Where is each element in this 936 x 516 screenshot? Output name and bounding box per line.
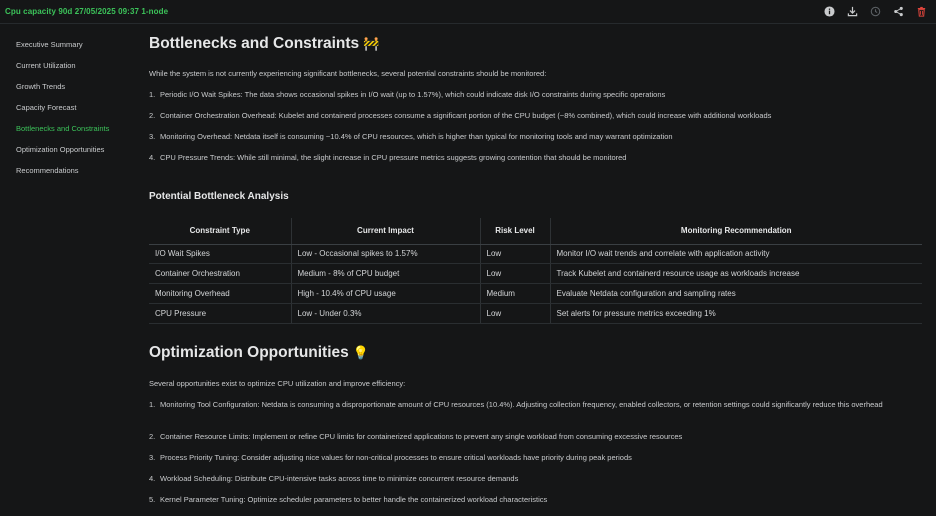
table-cell: Medium - 8% of CPU budget [291,264,480,284]
sidebar-item-recommendations[interactable]: Recommendations [16,166,79,175]
table-header-row [149,218,922,244]
top-bar [0,0,936,24]
bottlenecks-heading: Bottlenecks and Constraints 🚧 [149,35,380,52]
column-header: Constraint Type [149,218,291,244]
optimization-heading: Optimization Opportunities 💡 [149,344,369,361]
sidebar-item-current-utilization[interactable]: Current Utilization [16,61,76,70]
list-item: 4. Workload Scheduling: Distribute CPU-intensive tasks across time to minimize concurrent resource demands [149,474,519,483]
analysis-heading: Potential Bottleneck Analysis [149,191,289,202]
table-cell: Container Orchestration [149,264,291,284]
table-cell: Low [480,303,550,323]
table-cell: Monitor I/O wait trends and correlate with application activity [550,244,922,264]
list-item: 3. Process Priority Tuning: Consider adjusting nice values for non-critical processes to ensure critical workloads have priority during peak periods [149,453,632,462]
table-row [149,303,922,323]
report-title: Cpu capacity 90d 27/05/2025 09:37 1-node [5,7,169,16]
list-item: 1. Monitoring Tool Configuration: Netdata is consuming a disproportionate amount of CPU resources (10.4%). Adjusting collection frequency, enabled collectors, or retention settings could significantly reduce this overhead [149,400,883,409]
table-row [149,284,922,304]
column-header: Monitoring Recommendation [550,218,922,244]
table-cell: Low [480,244,550,264]
list-item: 2. Container Resource Limits: Implement or refine CPU limits for containerized applications to prevent any single workload from consuming excessive resources [149,432,683,441]
table-cell: High - 10.4% of CPU usage [291,284,480,304]
table-cell: Medium [480,284,550,304]
bottlenecks-intro: While the system is not currently experiencing significant bottlenecks, several potential constraints should be monitored: [149,69,547,78]
table-cell: Evaluate Netdata configuration and sampling rates [550,284,922,304]
construction-icon: 🚧 [363,36,380,51]
table-cell: Low - Under 0.3% [291,303,480,323]
sidebar-item-growth-trends[interactable]: Growth Trends [16,82,66,91]
sidebar-nav [0,24,135,516]
list-item: 1. Periodic I/O Wait Spikes: The data shows occasional spikes in I/O wait (up to 1.57%), which could indicate disk I/O constraints during specific operations [149,90,666,99]
bottleneck-table [149,218,922,324]
table-row [149,264,922,284]
table-cell: Track Kubelet and containerd resource usage as workloads increase [550,264,922,284]
optimization-intro: Several opportunities exist to optimize CPU utilization and improve efficiency: [149,379,406,388]
column-header: Current Impact [291,218,480,244]
table-row [149,244,922,264]
sidebar-item-optimization[interactable]: Optimization Opportunities [16,145,105,154]
download-icon[interactable] [846,5,859,18]
list-item: 3. Monitoring Overhead: Netdata itself is consuming ~10.4% of CPU resources, which is higher than typical for monitoring tools and may warrant optimization [149,132,673,141]
column-header: Risk Level [480,218,550,244]
list-item: 5. Kernel Parameter Tuning: Optimize scheduler parameters to better handle the containerized workload characteristics [149,495,548,504]
table-cell: I/O Wait Spikes [149,244,291,264]
share-icon[interactable] [892,5,905,18]
table-cell: Set alerts for pressure metrics exceeding 1% [550,303,922,323]
sidebar-item-capacity-forecast[interactable]: Capacity Forecast [16,103,77,112]
table-cell: Monitoring Overhead [149,284,291,304]
info-icon[interactable] [823,5,836,18]
table-cell: Low - Occasional spikes to 1.57% [291,244,480,264]
lightbulb-icon: 💡 [352,345,369,360]
header-actions [823,5,928,18]
delete-icon[interactable] [915,5,928,18]
list-item: 2. Container Orchestration Overhead: Kubelet and containerd processes consume a significant portion of the CPU budget (~8% combined), which could increase with additional workloads [149,111,772,120]
sidebar-item-bottlenecks[interactable]: Bottlenecks and Constraints [16,124,110,133]
sidebar-item-executive-summary[interactable]: Executive Summary [16,40,83,49]
table-cell: CPU Pressure [149,303,291,323]
history-icon[interactable] [869,5,882,18]
list-item: 4. CPU Pressure Trends: While still minimal, the slight increase in CPU pressure metrics suggests growing contention that should be monitored [149,153,627,162]
table-cell: Low [480,264,550,284]
report-content[interactable] [135,24,936,516]
